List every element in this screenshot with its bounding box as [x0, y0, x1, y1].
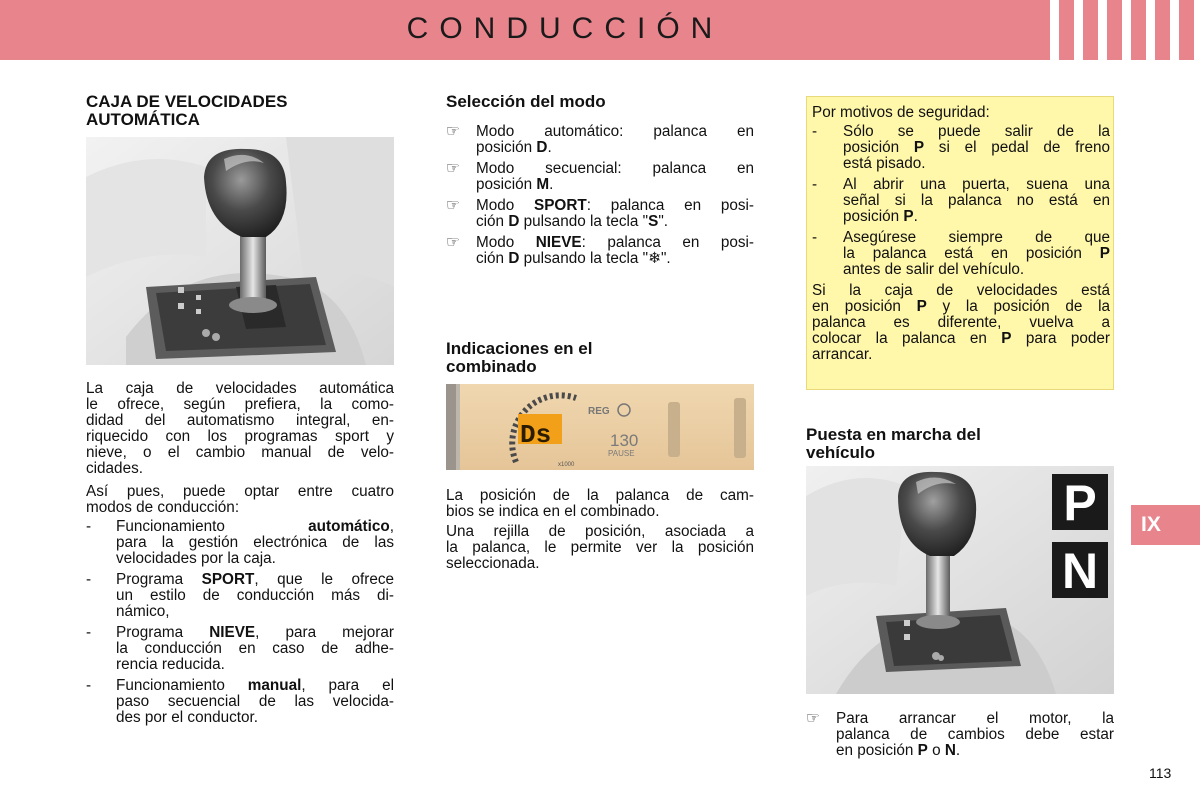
svg-text:x1000: x1000 — [558, 462, 575, 468]
gear-lever-start-photo — [806, 466, 1114, 694]
gear-lever-start-illustration — [806, 466, 1114, 694]
chapter-tab-label: IX — [1141, 513, 1161, 536]
header-stripe — [1194, 0, 1200, 60]
mode-list-item: - Programa NIEVE, para mejorar la conducción en caso de adhe- rencia reducida. — [86, 624, 394, 673]
svg-text:REG: REG — [588, 406, 610, 417]
driving-modes-intro: Así pues, puede optar entre cuatro modos de conducción: — [86, 483, 394, 516]
safety-note-box — [806, 96, 1114, 390]
neutral-sign: N — [1061, 543, 1099, 599]
gearbox-intro-paragraph: La caja de velocidades automática le ofrece, según prefiera, la como- didad del automatismo integral, en- riquecido con los programas sport y nieve, o el cambio manual de velo- cidades. — [86, 380, 394, 477]
svg-text:130: 130 — [610, 431, 639, 450]
safety-note-intro: Por motivos de seguridad: — [812, 104, 990, 121]
header-stripe — [1050, 0, 1059, 60]
chapter-tab[interactable] — [1131, 505, 1200, 545]
snowflake-icon: ❄ — [648, 250, 661, 267]
section-heading-gearbox: CAJA DE VELOCIDADES AUTOMÁTICA — [86, 92, 288, 129]
page-title: CONDUCCIÓN — [406, 12, 724, 45]
selection-list-item: ☞ Modo SPORT: palanca en posi- ción D pulsando la tecla "S". — [446, 197, 755, 230]
page-header — [0, 0, 1200, 60]
safety-note-item: - Al abrir una puerta, suena una señal si la palanca no está en posición P. — [812, 176, 1110, 225]
safety-note-item: - Sólo se puede salir de la posición P si el pedal de freno está pisado. — [812, 123, 1110, 172]
engine-start-item: ☞ Para arrancar el motor, la palanca de cambios debe estar en posición P o N. — [806, 710, 1114, 759]
pointing-hand-icon: ☞ — [806, 710, 820, 727]
selection-list-item: ☞ Modo NIEVE: palanca en posi- ción D pulsando la tecla "❄". — [446, 234, 754, 267]
safety-note-item: - Asegúrese siempre de que la palanca está en posición P antes de salir del vehículo. — [812, 229, 1110, 278]
cluster-paragraph-1: La posición de la palanca de cam- bios se indica en el combinado. — [446, 487, 754, 520]
header-stripe — [1146, 0, 1155, 60]
park-sign: P — [1063, 475, 1097, 531]
instrument-cluster-photo — [446, 384, 754, 470]
safety-note-outro: Si la caja de velocidades está en posición P y la posición de la palanca es diferente, vuelva a colocar la palanca en P para poder arrancar. — [812, 282, 1111, 363]
gear-lever-illustration — [86, 137, 394, 365]
section-heading-mode-selection: Selección del modo — [446, 92, 606, 111]
gear-lever-photo — [86, 137, 394, 365]
pointing-hand-icon: ☞ — [446, 197, 460, 214]
page-number: 113 — [1149, 765, 1172, 781]
instrument-cluster-illustration — [446, 384, 754, 470]
svg-text:Ds: Ds — [520, 420, 552, 450]
pointing-hand-icon: ☞ — [446, 123, 460, 140]
header-stripe — [1074, 0, 1083, 60]
mode-list-item: - Funcionamiento automático, para la gestión electrónica de las velocidades por la caja. — [86, 518, 394, 567]
header-stripe — [1122, 0, 1131, 60]
cluster-paragraph-2: Una rejilla de posición, asociada a la palanca, le permite ver la posición seleccionada. — [446, 523, 754, 572]
selection-list-item: ☞ Modo secuencial: palanca en posición M. — [446, 160, 754, 193]
header-stripe — [1098, 0, 1107, 60]
section-heading-cluster-indications: Indicaciones en el combinado — [446, 339, 593, 376]
pointing-hand-icon: ☞ — [446, 234, 460, 251]
section-heading-engine-start: Puesta en marcha del vehículo — [806, 425, 981, 462]
header-stripe — [1170, 0, 1179, 60]
selection-list-item: ☞ Modo automático: palanca en posición D. — [446, 123, 754, 156]
mode-list-item: - Funcionamiento manual, para el paso secuencial de las velocida- des por el conductor. — [86, 677, 394, 726]
svg-text:PAUSE: PAUSE — [608, 449, 635, 458]
mode-list-item: - Programa SPORT, que le ofrece un estilo de conducción más di- námico, — [86, 571, 394, 620]
pointing-hand-icon: ☞ — [446, 160, 460, 177]
